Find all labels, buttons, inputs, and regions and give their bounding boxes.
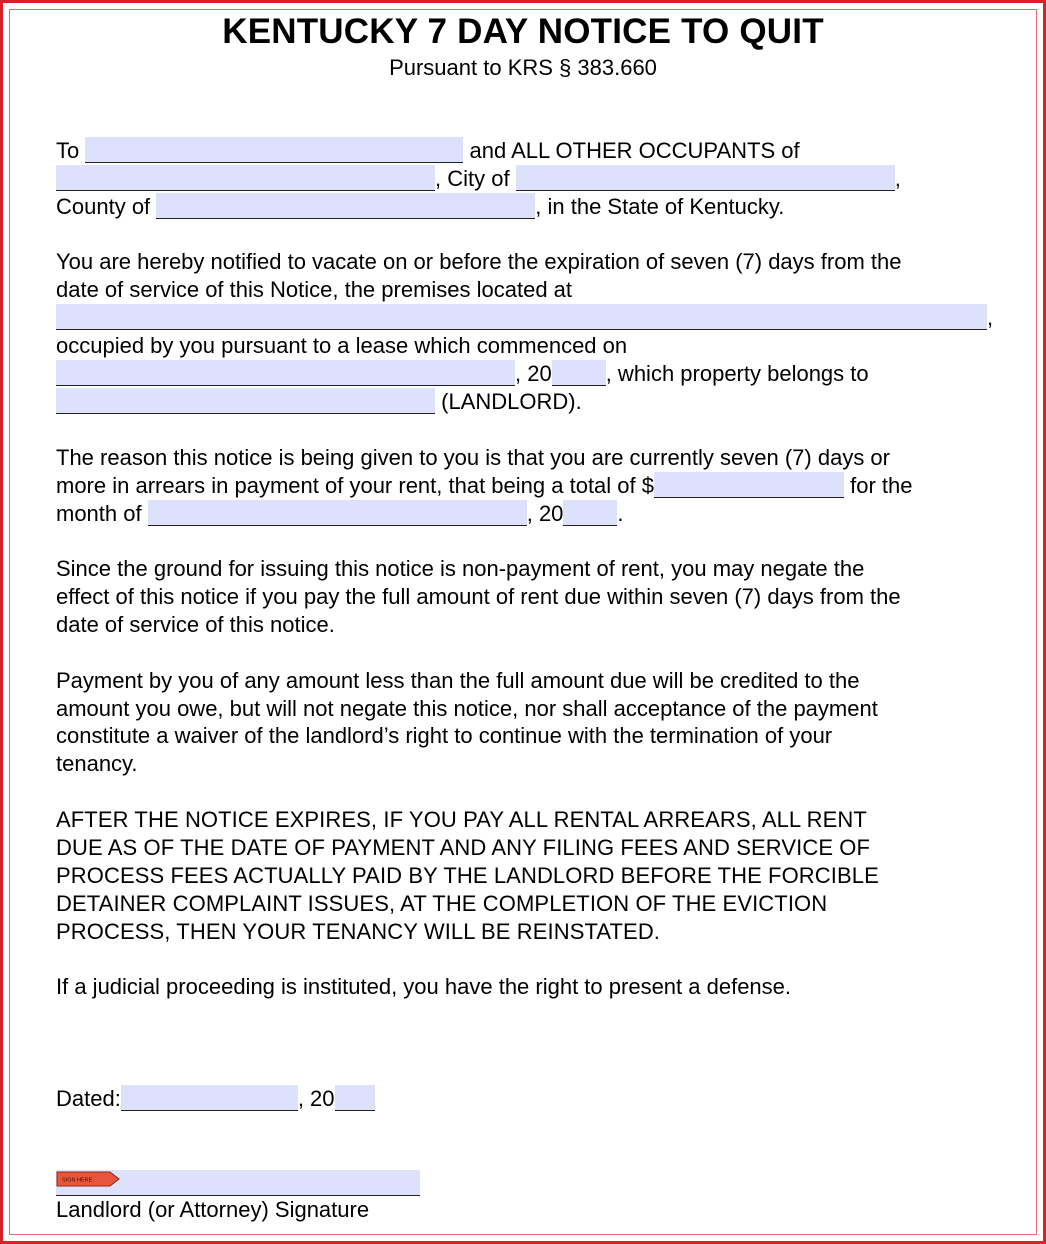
address-line-3 bbox=[56, 193, 784, 221]
address-line-1 bbox=[56, 137, 800, 165]
dated-date-field[interactable] bbox=[121, 1085, 298, 1111]
premises-address-field[interactable] bbox=[56, 165, 435, 191]
defense-line-1: If a judicial proceeding is instituted, you have the right to present a defense. bbox=[56, 974, 792, 999]
city-text: , City of bbox=[435, 166, 516, 191]
negate-line-1: Since the ground for issuing this notice is non-payment of rent, you may negate the bbox=[56, 556, 865, 581]
dated-year-field[interactable] bbox=[335, 1085, 375, 1111]
amount-due-field[interactable] bbox=[654, 472, 844, 498]
payment-line-1: Payment by you of any amount less than the full amount due will be credited to the bbox=[56, 668, 860, 693]
document-title: KENTUCKY 7 DAY NOTICE TO QUIT bbox=[222, 12, 824, 51]
signature-label: Landlord (or Attorney) Signature bbox=[56, 1197, 370, 1222]
dated-line bbox=[56, 1085, 375, 1113]
negate-line-3: date of service of this notice. bbox=[56, 612, 335, 637]
month-of-label: month of bbox=[56, 501, 148, 526]
payment-line-3: constitute a waiver of the landlord’s right to continue with the termination of your bbox=[56, 723, 833, 748]
arrears-month-field[interactable] bbox=[148, 500, 527, 526]
reason-line-2 bbox=[56, 472, 912, 500]
premises-full-field[interactable] bbox=[56, 304, 987, 330]
reason-line-3 bbox=[56, 500, 624, 528]
reason-period: . bbox=[617, 501, 624, 526]
payment-line-2: amount you owe, but will not negate this notice, nor shall acceptance of the payment bbox=[56, 696, 878, 721]
vacate-line-4: occupied by you pursuant to a lease which commenced on bbox=[56, 333, 628, 358]
landlord-text: (LANDLORD). bbox=[435, 389, 582, 414]
state-text: , in the State of Kentucky. bbox=[535, 194, 785, 219]
caps-line-4: DETAINER COMPLAINT ISSUES, AT THE COMPLETION OF THE EVICTION bbox=[56, 891, 828, 916]
caps-line-5: PROCESS, THEN YOUR TENANCY WILL BE REINSTATED. bbox=[56, 919, 661, 944]
landlord-name-field[interactable] bbox=[56, 388, 435, 414]
premises-comma: , bbox=[987, 305, 994, 330]
reason-line-1: The reason this notice is being given to you is that you are currently seven (7) days or bbox=[56, 445, 890, 470]
reason-line-2-prefix: more in arrears in payment of your rent, that being a total of $ bbox=[56, 473, 654, 498]
vacate-line-6 bbox=[56, 388, 582, 416]
belongs-text: , which property belongs to bbox=[605, 361, 869, 386]
vacate-line-1: You are hereby notified to vacate on or before the expiration of seven (7) days from the bbox=[56, 249, 902, 274]
county-label: County of bbox=[56, 194, 157, 219]
sign-here-tag-text: SIGN HERE bbox=[62, 1177, 93, 1184]
county-field[interactable] bbox=[156, 193, 535, 219]
address-line-2 bbox=[56, 165, 901, 193]
city-comma: , bbox=[894, 166, 901, 191]
dated-label: Dated: bbox=[56, 1086, 121, 1111]
to-label: To bbox=[56, 138, 80, 163]
dated-year-prefix: , 20 bbox=[297, 1086, 335, 1111]
city-field[interactable] bbox=[516, 165, 895, 191]
caps-line-3: PROCESS FEES ACTUALLY PAID BY THE LANDLORD BEFORE THE FORCIBLE bbox=[56, 863, 879, 888]
lease-start-date-field[interactable] bbox=[56, 360, 515, 386]
arrears-year-field[interactable] bbox=[563, 500, 617, 526]
tenant-name-field[interactable] bbox=[85, 137, 463, 163]
occupants-text: and ALL OTHER OCCUPANTS of bbox=[463, 138, 800, 163]
document-subtitle: Pursuant to KRS § 383.660 bbox=[389, 55, 657, 80]
payment-line-4: tenancy. bbox=[56, 751, 138, 776]
sign-here-tag-icon bbox=[56, 1171, 120, 1187]
caps-line-2: DUE AS OF THE DATE OF PAYMENT AND ANY FILING FEES AND SERVICE OF bbox=[56, 835, 871, 860]
reason-line-2-suffix: for the bbox=[844, 473, 913, 498]
caps-line-1: AFTER THE NOTICE EXPIRES, IF YOU PAY ALL RENTAL ARREARS, ALL RENT bbox=[56, 807, 867, 832]
vacate-line-3 bbox=[56, 304, 993, 332]
lease-year-field[interactable] bbox=[552, 360, 606, 386]
vacate-line-2: date of service of this Notice, the premises located at bbox=[56, 277, 573, 302]
arrears-year-prefix: , 20 bbox=[526, 501, 564, 526]
vacate-line-5 bbox=[56, 360, 869, 388]
negate-line-2: effect of this notice if you pay the full amount of rent due within seven (7) days from the bbox=[56, 584, 901, 609]
lease-year-prefix: , 20 bbox=[515, 361, 552, 386]
